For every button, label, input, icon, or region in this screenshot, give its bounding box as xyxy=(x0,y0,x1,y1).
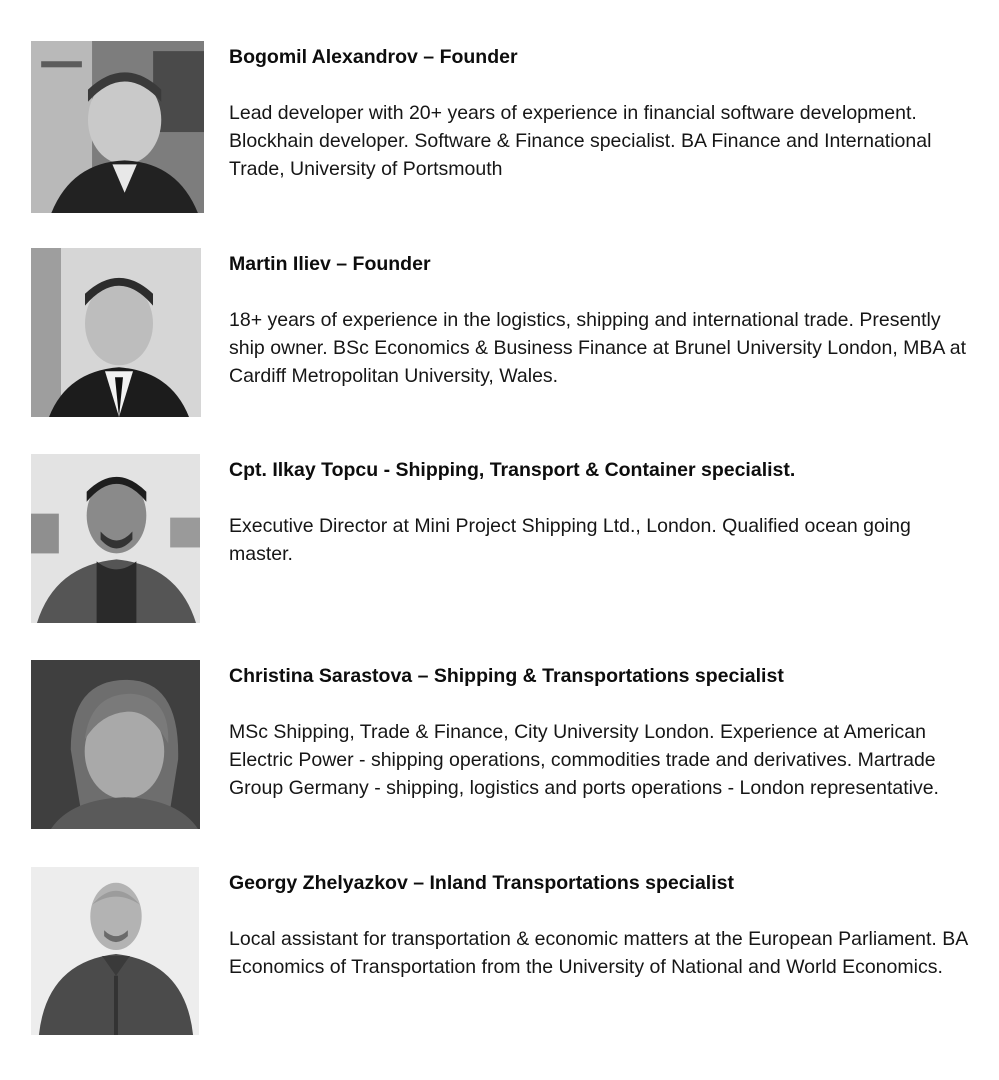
member-photo xyxy=(31,454,200,623)
member-bio: Lead developer with 20+ years of experience in financial software development. Blockhain developer. Software & Finance specialist. BA Finance and International Trade, University of Portsmouth xyxy=(229,102,932,180)
member-name: Christina Sarastova – Shipping & Transportations specialist xyxy=(229,665,784,687)
portrait-photo-icon xyxy=(31,454,200,623)
member-photo xyxy=(31,41,204,213)
member-info xyxy=(229,869,969,981)
member-info xyxy=(229,43,969,183)
member-bio: Local assistant for transportation & economic matters at the European Parliament. BA Economics of Transportation from the University of National and World Economics. xyxy=(229,928,968,978)
member-name: Martin Iliev – Founder xyxy=(229,253,431,275)
member-name: Georgy Zhelyazkov – Inland Transportations specialist xyxy=(229,872,734,894)
portrait-photo-icon xyxy=(31,660,200,829)
member-name: Bogomil Alexandrov – Founder xyxy=(229,46,518,68)
member-name: Cpt. Ilkay Topcu - Shipping, Transport & Container specialist. xyxy=(229,459,796,481)
member-photo xyxy=(31,867,199,1035)
member-bio: Executive Director at Mini Project Shipping Ltd., London. Qualified ocean going master. xyxy=(229,515,911,565)
member-bio: 18+ years of experience in the logistics, shipping and international trade. Presently ship owner. BSc Economics & Business Finance at Brunel University London, MBA at Cardiff Metropolitan University, Wales. xyxy=(229,309,967,387)
member-photo xyxy=(31,248,201,417)
portrait-photo-icon xyxy=(31,248,201,417)
portrait-photo-icon xyxy=(31,867,199,1035)
member-bio: MSc Shipping, Trade & Finance, City University London. Experience at American Electric Power - shipping operations, commodities trade and derivatives. Martrade Group Germany - shipping, logistics and ports operations - London representative. xyxy=(229,721,939,799)
member-photo xyxy=(31,660,200,829)
member-info xyxy=(229,662,969,802)
member-info xyxy=(229,456,969,568)
portrait-photo-icon xyxy=(31,41,204,213)
member-info xyxy=(229,250,969,390)
